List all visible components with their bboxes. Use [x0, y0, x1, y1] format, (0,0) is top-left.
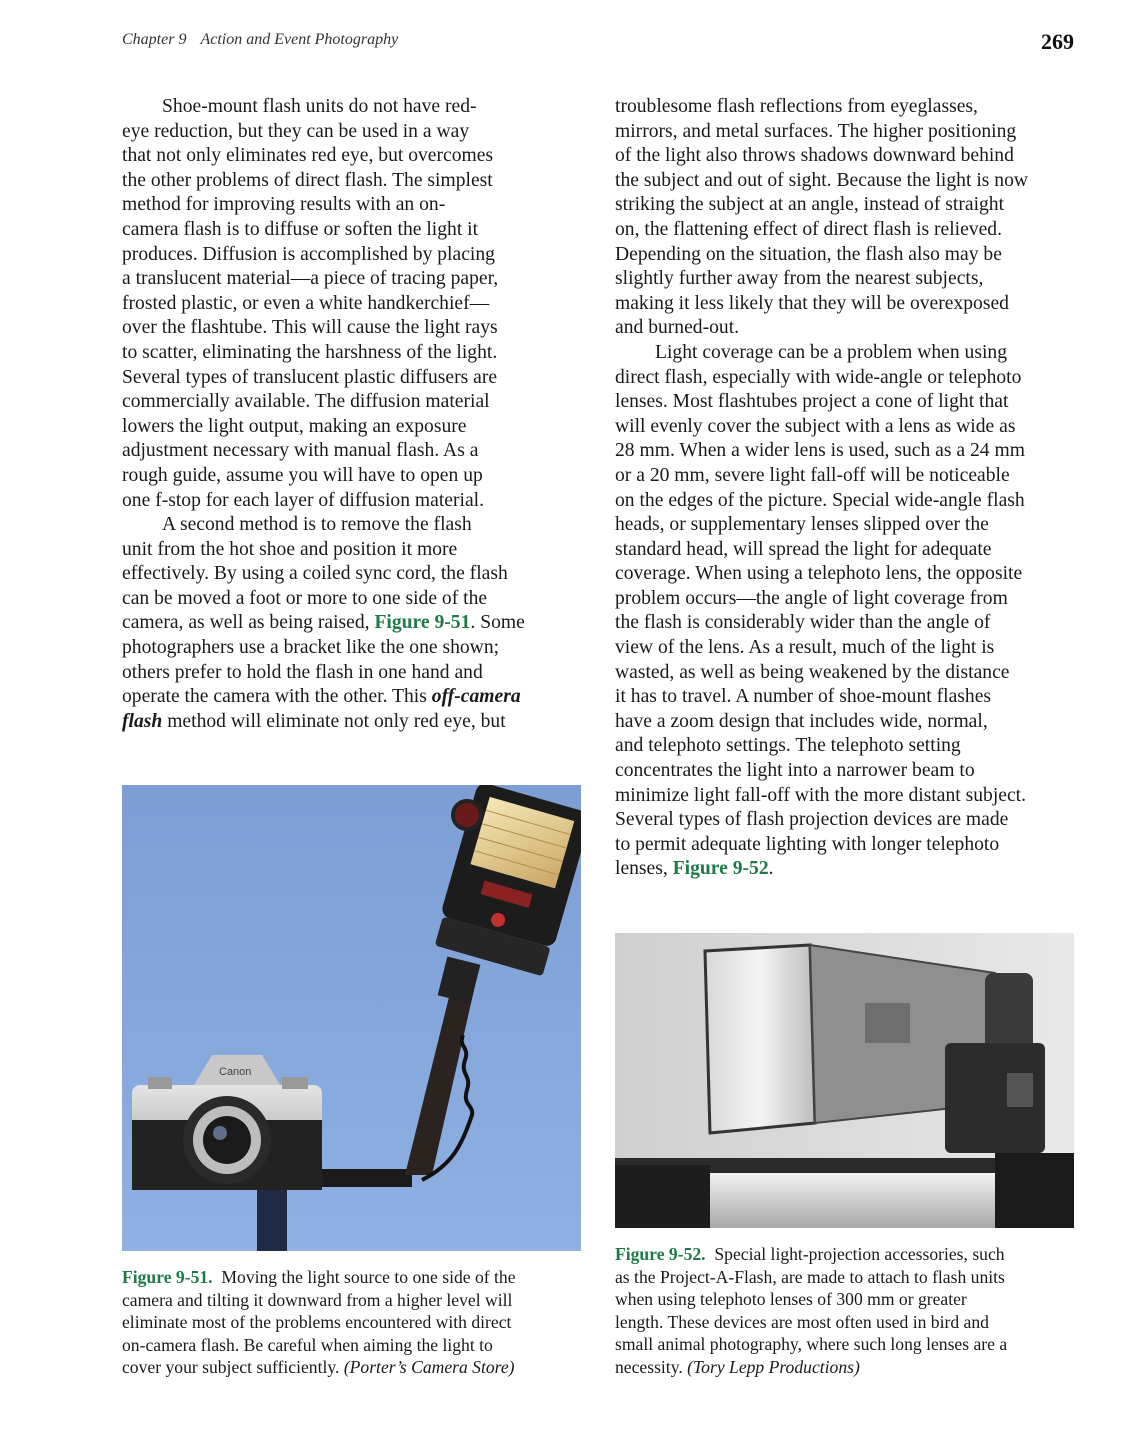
figure-9-52-photo	[615, 933, 1074, 1228]
paragraph-off-camera	[122, 513, 582, 734]
text-line: camera flash is to diffuse or soften the light it	[122, 218, 479, 240]
off-camera-flash-illustration	[122, 785, 581, 1251]
paragraph-diffusion	[122, 95, 582, 513]
text-line: making it less likely that they will be overexposed	[615, 292, 1009, 314]
text-run: necessity.	[615, 1356, 688, 1377]
text-line: troublesome flash reflections from eyeglasses,	[615, 96, 978, 117]
left-column	[122, 95, 582, 734]
text-line: over the flashtube. This will cause the light rays	[122, 317, 498, 339]
text-line: lenses. Most flashtubes project a cone of light that	[615, 391, 1009, 413]
bellows-label	[865, 1003, 910, 1043]
text-line: one f-stop for each layer of diffusion material.	[122, 489, 484, 511]
paragraph-light-coverage	[615, 341, 1077, 882]
text-line: view of the lens. As a result, much of the light is	[615, 637, 995, 659]
running-header	[122, 31, 398, 49]
caption-line	[122, 1266, 582, 1289]
flash-sensor	[1007, 1073, 1033, 1107]
caption-line	[615, 1356, 1077, 1379]
text-line: Light coverage can be a problem when using	[655, 341, 1008, 363]
key-term-off-camera: off-camera	[431, 686, 521, 708]
chapter-title: Action and Event Photography	[200, 31, 399, 48]
text-line	[122, 685, 582, 710]
text-line: standard head, will spread the light for adequate	[615, 538, 992, 560]
text-line: to scatter, eliminating the harshness of the light.	[122, 341, 498, 363]
text-line: a translucent material—a piece of tracing paper,	[122, 268, 499, 290]
text-line: can be moved a foot or more to one side of the	[122, 587, 488, 609]
paragraph-continued	[615, 95, 1077, 341]
text-run: Special light-projection accessories, such	[714, 1244, 1005, 1264]
flash-head	[985, 973, 1033, 1053]
text-line: problem occurs—the angle of light coverage from	[615, 587, 1008, 609]
text-line: photographers use a bracket like the one shown;	[122, 637, 500, 659]
text-line: the flash is considerably wider than the angle of	[615, 612, 991, 634]
caption-line: eliminate most of the problems encountered with direct	[122, 1312, 512, 1333]
figure-9-51-label: Figure 9-51.	[122, 1267, 213, 1287]
tripod-stem	[257, 1180, 287, 1251]
text-line: or a 20 mm, severe light fall-off will be noticeable	[615, 464, 1010, 486]
caption-line: as the Project-A-Flash, are made to attach to flash units	[615, 1266, 1005, 1287]
text-run: operate the camera with the other. This	[122, 686, 432, 708]
text-line: and burned-out.	[615, 317, 740, 339]
text-line: have a zoom design that includes wide, normal,	[615, 710, 988, 732]
text-line: of the light also throws shadows downward behind	[615, 145, 1014, 167]
text-line: direct flash, especially with wide-angle or telephoto	[615, 366, 1022, 388]
chapter-number: Chapter 9	[122, 31, 187, 48]
text-line: Depending on the situation, the flash also may be	[615, 243, 1002, 265]
text-line: commercially available. The diffusion material	[122, 391, 490, 413]
figure-9-52-label: Figure 9-52.	[615, 1244, 706, 1264]
text-line: on the edges of the picture. Special wide-angle flash	[615, 489, 1025, 511]
text-line	[122, 710, 582, 735]
fresnel-panel	[705, 945, 815, 1133]
figure-9-51-photo	[122, 785, 581, 1251]
caption-line	[615, 1243, 1077, 1266]
project-a-flash-illustration	[615, 933, 1074, 1228]
text-line: adjustment necessary with manual flash. As a	[122, 440, 479, 462]
figure-9-51-caption	[122, 1266, 582, 1379]
lens-hood	[615, 1165, 710, 1228]
text-line: on, the flattening effect of direct flash is relieved.	[615, 218, 1003, 240]
caption-line	[122, 1356, 582, 1379]
text-line: unit from the hot shoe and position it more	[122, 538, 458, 560]
caption-line: camera and tilting it downward from a higher level will	[122, 1289, 513, 1310]
text-line: Several types of translucent plastic diffusers are	[122, 366, 498, 388]
text-line: minimize light fall-off with the more distant subject.	[615, 784, 1027, 806]
text-line: that not only eliminates red eye, but overcomes	[122, 145, 494, 167]
figure-9-51-reference[interactable]: Figure 9-51	[374, 612, 471, 634]
text-line: and telephoto settings. The telephoto setting	[615, 735, 961, 757]
caption-line: small animal photography, where such long lenses are a	[615, 1334, 1008, 1355]
text-run: .	[768, 858, 774, 880]
caption-line: when using telephoto lenses of 300 mm or greater	[615, 1289, 967, 1310]
photo-credit: (Porter’s Camera Store)	[343, 1357, 515, 1378]
text-line: 28 mm. When a wider lens is used, such as a 24 mm	[615, 440, 1025, 462]
text-line: Several types of flash projection devices are made	[615, 809, 1009, 831]
text-run: method will eliminate not only red eye, but	[162, 710, 506, 732]
text-run: cover your subject sufficiently.	[122, 1357, 344, 1378]
text-line: striking the subject at an angle, instead of straight	[615, 194, 1005, 216]
text-line: A second method is to remove the flash	[162, 514, 472, 536]
text-line	[122, 611, 582, 636]
figure-9-52-caption	[615, 1243, 1077, 1379]
text-line: method for improving results with an on-	[122, 194, 446, 216]
text-line: will evenly cover the subject with a lens as wide as	[615, 415, 1016, 437]
figure-9-52-reference[interactable]: Figure 9-52	[672, 858, 769, 880]
text-line: rough guide, assume you will have to open up	[122, 464, 483, 486]
key-term-flash: flash	[122, 710, 163, 732]
right-column	[615, 95, 1077, 882]
camera-body	[995, 1153, 1074, 1228]
text-line: lowers the light output, making an exposure	[122, 415, 467, 437]
text-line: to permit adequate lighting with longer telephoto	[615, 833, 1000, 855]
text-line: coverage. When using a telephoto lens, the opposite	[615, 563, 1023, 585]
photo-credit: (Tory Lepp Productions)	[687, 1356, 860, 1377]
text-line: Shoe-mount flash units do not have red-	[162, 96, 477, 117]
text-line: eye reduction, but they can be used in a way	[122, 120, 470, 142]
caption-line: on-camera flash. Be careful when aiming the light to	[122, 1334, 493, 1355]
text-line: concentrates the light into a narrower beam to	[615, 760, 975, 782]
text-line: frosted plastic, or even a white handkerchief—	[122, 292, 490, 314]
telephoto-lens-barrel	[695, 1173, 995, 1228]
text-line: others prefer to hold the flash in one hand and	[122, 661, 483, 683]
text-line: heads, or supplementary lenses slipped over the	[615, 514, 989, 536]
text-line: the other problems of direct flash. The simplest	[122, 169, 493, 191]
flash-sensor	[453, 801, 481, 829]
camera-brand-label: Canon	[219, 1066, 252, 1078]
page-number: 269	[1041, 29, 1074, 54]
text-run: Moving the light source to one side of the	[221, 1267, 516, 1287]
text-run: lenses,	[615, 858, 673, 880]
text-line: effectively. By using a coiled sync cord, the flash	[122, 563, 508, 585]
text-line	[615, 857, 1077, 882]
text-line: wasted, as well as being weakened by the distance	[615, 661, 1010, 683]
text-run: . Some	[470, 612, 525, 634]
text-line: slightly further away from the nearest subjects,	[615, 268, 984, 290]
text-line: produces. Diffusion is accomplished by placing	[122, 243, 495, 265]
text-run: camera, as well as being raised,	[122, 612, 375, 634]
caption-line: length. These devices are most often used in bird and	[615, 1311, 989, 1332]
text-line: it has to travel. A number of shoe-mount flashes	[615, 686, 992, 708]
text-line: the subject and out of sight. Because the light is now	[615, 169, 1029, 191]
text-line: mirrors, and metal surfaces. The higher positioning	[615, 120, 1017, 142]
